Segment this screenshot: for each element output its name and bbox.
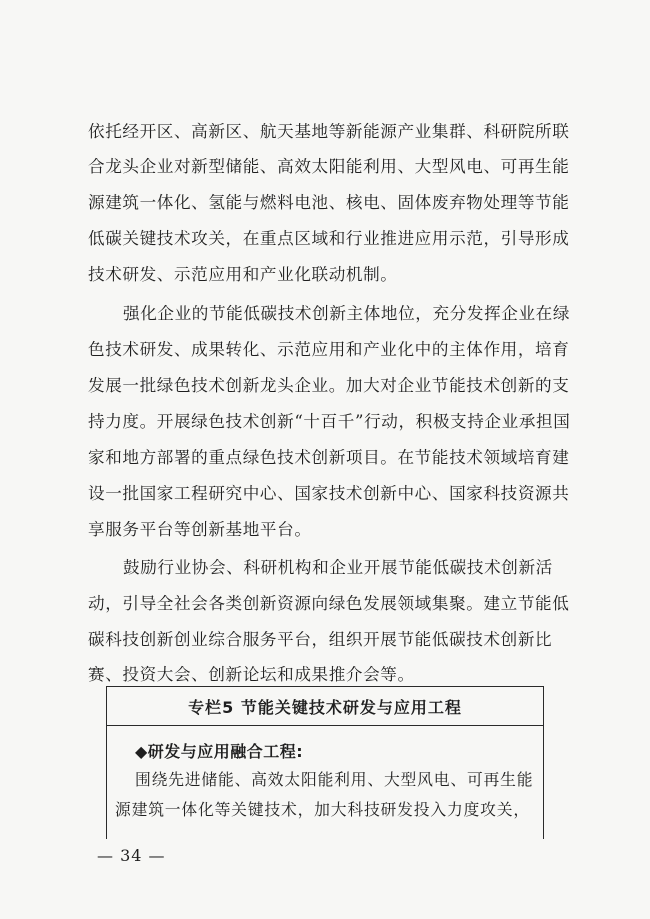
- paragraph-2-line-6: 设一批国家工程研究中心、国家技术创新中心、国家科技资源共: [88, 484, 570, 503]
- paragraph-2-line-3: 发展一批绿色技术创新龙头企业。加大对企业节能技术创新的支: [88, 376, 570, 395]
- paragraph-1-line-1: 依托经开区、高新区、航天基地等新能源产业集群、科研院所联: [88, 122, 570, 141]
- paragraph-3-line-4: 赛、投资大会、创新论坛和成果推介会等。: [88, 665, 415, 684]
- paragraph-3-line-2: 动，引导全社会各类创新资源向绿色发展领域集聚。建立节能低: [88, 594, 570, 613]
- feature-column-line-1: 围绕先进储能、高效太阳能利用、大型风电、可再生能: [135, 770, 534, 789]
- paragraph-3-line-1: 鼓励行业协会、科研机构和企业开展节能低碳技术创新活: [123, 558, 553, 577]
- feature-column-title: 专栏5 节能关键技术研发与应用工程: [188, 697, 462, 717]
- feature-column-line-2: 源建筑一体化等关键技术，加大科技研发投入力度攻关，: [115, 800, 530, 819]
- paragraph-2-line-4: 持力度。开展绿色技术创新“十百千”行动，积极支持企业承担国: [88, 412, 571, 431]
- paragraph-2-line-5: 家和地方部署的重点绿色技术创新项目。在节能技术领域培育建: [88, 448, 570, 467]
- paragraph-2-line-7: 享服务平台等创新基地平台。: [88, 520, 312, 539]
- feature-column-subheading: ◆研发与应用融合工程:: [135, 742, 304, 761]
- feature-column-header: [107, 687, 543, 726]
- feature-column-box: [106, 686, 544, 839]
- paragraph-1-line-2: 合龙头企业对新型储能、高效太阳能利用、大型风电、可再生能: [88, 157, 570, 176]
- paragraph-2-line-2: 色技术研发、成果转化、示范应用和产业化中的主体作用，培育: [88, 340, 570, 359]
- paragraph-1-line-3: 源建筑一体化、氢能与燃料电池、核电、固体废弃物处理等节能: [88, 193, 570, 212]
- paragraph-1-line-4: 低碳关键技术攻关，在重点区域和行业推进应用示范，引导形成: [88, 229, 570, 248]
- paragraph-2-line-1: 强化企业的节能低碳技术创新主体地位，充分发挥企业在绿: [123, 304, 571, 323]
- page-number: — 34 —: [97, 846, 166, 865]
- paragraph-1-line-5: 技术研发、示范应用和产业化联动机制。: [88, 265, 398, 284]
- paragraph-3-line-3: 碳科技创新创业综合服务平台，组织开展节能低碳技术创新比: [88, 630, 553, 649]
